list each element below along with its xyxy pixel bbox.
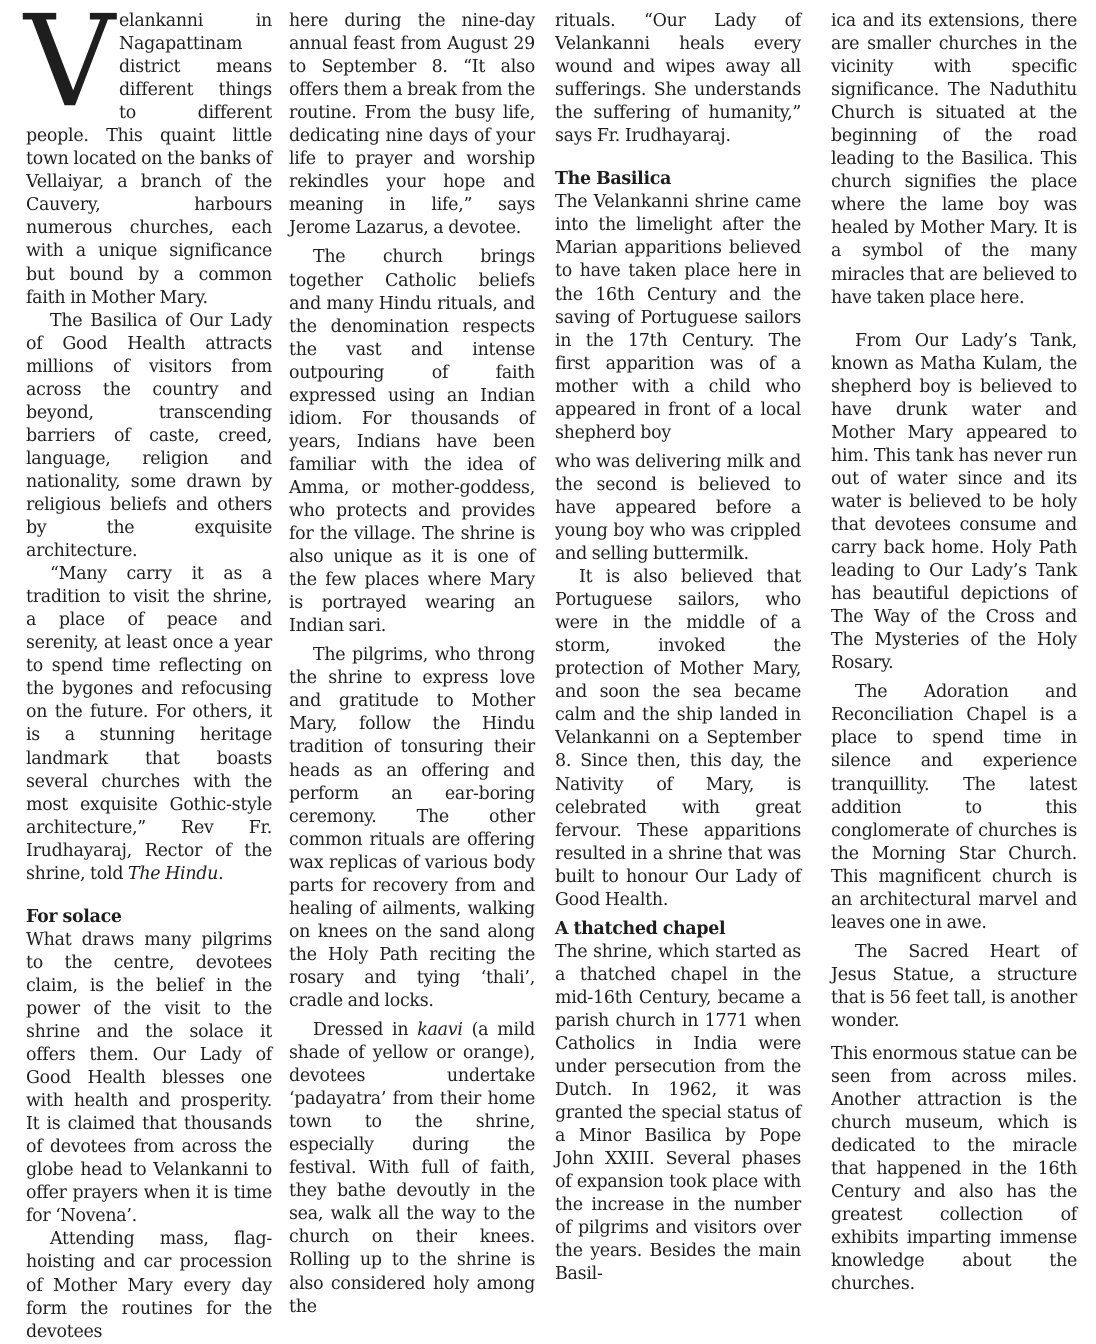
subheading-the-basilica: The Basilica xyxy=(555,169,672,190)
intro-text: elankanni in Nagapattinam district means different things to different people. This quaint little town located on the banks of Vellaiyar, a branch of the Cauvery, harbours numerous churches, each with a unique significance but bound by a common faith in Mother Mary. xyxy=(26,11,272,308)
paragraph: This enormous statue can be seen from across miles. Another attraction is the church museum, which is dedicated to the miracle that happened in the 16th Century and also has the greatest collection of exhibits imparting immense knowledge about the churches. xyxy=(831,1044,1077,1295)
article-column-1 xyxy=(24,0,272,1344)
paragraph: who was delivering milk and the second is believed to have appeared before a young boy who was crippled and selling buttermilk. xyxy=(555,451,801,565)
italic-term: kaavi xyxy=(417,1020,463,1041)
article-column-4 xyxy=(831,10,1077,1297)
paragraph: The pilgrims, who throng the shrine to express love and gratitude to Mother Mary, follow the Hindu tradition of tonsuring their heads as an offering and perform an ear-boring ceremony. The other common rituals are offering wax replicas of various body parts for recovery from and healing of ailments, walking on knees on the sand along the Holy Path reciting the rosary and tying ‘thali’, cradle and locks. xyxy=(289,645,535,1011)
article-column-2 xyxy=(289,10,535,1319)
intro-paragraph xyxy=(24,0,272,310)
subheading-a-thatched-chapel: A thatched chapel xyxy=(555,918,726,939)
paragraph: ica and its extensions, there are smaller churches in the vicinity with specific significance. The Naduthitu Church is situated at the beginning of the road leading to the Basilica. This church signifies the place where the lame boy was healed by Mother Mary. It is a symbol of the many miracles that are believed to have taken place here. xyxy=(831,11,1077,308)
paragraph: The Adoration and Reconciliation Chapel is a place to spend time in silence and experience tranquillity. The latest addition to this conglomerate of churches is the Morning Star Church. This magnificent church is an architectural marvel and leaves one in awe. xyxy=(831,682,1077,933)
publication-name: The Hindu xyxy=(127,863,219,884)
paragraph: What draws many pilgrims to the centre, devotees claim, is the belief in the power of the visit to the shrine and the solace it offers them. Our Lady of Good Health blesses one with health and prosperity. It is claimed that thousands of devotees from across the globe head to Velankanni to offer prayers when it is time for ‘Novena’. xyxy=(26,929,272,1227)
text-run: Dressed in xyxy=(313,1020,418,1041)
paragraph xyxy=(289,1019,535,1319)
paragraph: From Our Lady’s Tank, known as Matha Kulam, the shepherd boy is believed to have drunk water and Mother Mary appeared to him. This tank has never run out of water since and its water is believed to be holy that devotees consume and carry back home. Holy Path leading to Our Lady’s Tank has beautiful depictions of The Way of the Cross and The Mysteries of the Holy Rosary. xyxy=(831,330,1077,674)
paragraph: The shrine, which started as a thatched chapel in the mid-16th Century, became a parish church in 1771 when Catholics in India were under persecution from the Dutch. In 1962, it was granted the special status of a Minor Basilica by Pope John XXIII. Several phases of expansion took place with the increase in the number of pilgrims and visitors over the years. Besides the main Basil- xyxy=(555,941,801,1285)
paragraph: The Sacred Heart of Jesus Statue, a structure that is 56 feet tall, is another wonder. xyxy=(831,941,1077,1031)
text-run: (a mild shade of yellow or orange), devotees undertake ‘padayatra’ from their home town to the shrine, especially during the festival. With full of faith, they bathe devoutly in the sea, walk all the way to the church on their knees. Rolling up to the shrine is also considered holy among the xyxy=(289,1020,535,1317)
paragraph: The Velankanni shrine came into the limelight after the Marian apparitions believed to have taken place here in the 16th Century and the saving of Portuguese sailors in the 17th Century. The first apparition was of a mother with a child who appeared in front of a local shepherd boy xyxy=(555,192,801,443)
paragraph: It is also believed that Portuguese sailors, who were in the middle of a storm, invoked the protection of Mother Mary, and soon the sea became calm and the ship landed in Velankanni on a September 8. Since then, this day, the Nativity of Mary, is celebrated with great fervour. These apparitions resulted in a shrine that was built to honour Our Lady of Good Health. xyxy=(555,567,801,910)
paragraph: rituals. “Our Lady of Velankanni heals every wound and wipes away all sufferings. She understands the suffering of humanity,” says Fr. Irudhayaraj. xyxy=(555,11,801,147)
article-column-3 xyxy=(555,10,801,1287)
paragraph: Attending mass, flag-hoisting and car procession of Mother Mary every day form the routines for the devotees xyxy=(26,1229,272,1342)
quote-end: . xyxy=(218,863,224,884)
drop-cap: V xyxy=(24,0,113,135)
rector-quote-paragraph xyxy=(26,563,272,886)
quote-text: “Many carry it as a tradition to visit the shrine, a place of peace and serenity, at least once a year to spend time reflecting on the bygones and refocusing on the future. For others, it is a stunning heritage landmark that boasts several churches with the most exquisite Gothic-style architecture,” Rev Fr. Irudhayaraj, Rector of the shrine, told xyxy=(26,564,272,884)
subheading-for-solace: For solace xyxy=(26,906,122,927)
paragraph: The church brings together Catholic beliefs and many Hindu rituals, and the denomination respects the vast and intense outpouring of faith expressed using an Indian idiom. For thousands of years, Indians have been familiar with the idea of Amma, or mother-goddess, who protects and provides for the village. The shrine is also unique as it is one of the few places where Mary is portrayed wearing an Indian sari. xyxy=(289,247,535,637)
paragraph: The Basilica of Our Lady of Good Health attracts millions of visitors from across the country and beyond, transcending barriers of caste, creed, language, religion and nationality, some drawn by religious beliefs and others by the exquisite architecture. xyxy=(26,310,272,562)
paragraph: here during the nine-day annual feast from August 29 to September 8. “It also offers them a break from the routine. From the busy life, dedicating nine days of your life to prayer and worship rekindles your hope and meaning in life,” says Jerome Lazarus, a devotee. xyxy=(289,11,535,239)
